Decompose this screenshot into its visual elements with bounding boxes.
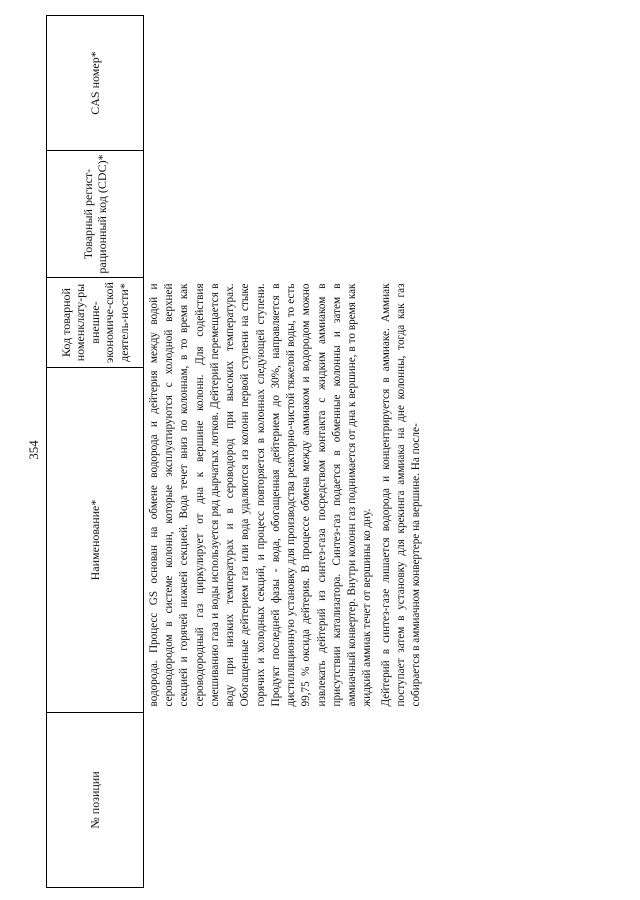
- header-tnved-code: Код товарной номенклату-ры внешне-экономиче-ской деятель-ности*: [47, 278, 144, 368]
- description-cell: [144, 278, 427, 713]
- header-name: Наименование*: [47, 368, 144, 713]
- table-body-row: [144, 16, 427, 888]
- header-position: № позиции: [47, 713, 144, 888]
- header-cas-number: CAS номер*: [47, 16, 144, 151]
- cdc-cell: [144, 151, 427, 278]
- table-header-row: [47, 16, 144, 888]
- header-cdc-code: Товарный регист-рационный код (CDC)*: [47, 151, 144, 278]
- description-paragraph: водорода. Процесс GS основан на обмене водорода и дейтерия между водой и сероводородом в системе колонн, которые эксплуатируются с холодной верхней секцией и горячей нижней секцией. Вода течет вниз по колоннам, в то время как сероводородный газ циркулирует от дна к вершине колонн. Для содействия смешиванию газа и воды используется ряд дырчатых лотков. Дейтерий перемещается в воду при низких температурах и в сероводород при высоких температурах. Обогащенные дейтерием газ или вода удаляются из колонн первой ступени на стыке горячих и холодных секций, и процесс повторяется в колоннах следующей ступени. Продукт последней фазы - вода, обогащенная дейтерием до 30%, направляется в дистилляционную установку для производства реакторно-чистой тяжелой воды, то есть 99,75 % оксида дейтерия. В процессе обмена между аммиаком и водородом можно извлекать дейтерий из синтез-газа посредством контакта с жидким аммиаком в присутствии катализатора. Синтез-газ подается в обменные колонны и затем в аммиачный конвертер. Внутри колонн газ поднимается от дна к вершине, в то время как жидкий аммиак течет от вершины ко дну.: [148, 283, 374, 707]
- position-cell: [144, 713, 427, 888]
- description-paragraph: Дейтерий в синтез-газе лишается водорода и концентрируется в аммиаке. Аммиак поступает затем в установку для крекинга аммиака на дне колонны, тогда как газ собирается в аммиачном конвертере на вершине. На после-: [379, 283, 422, 707]
- page-number: 354: [26, 440, 41, 460]
- specification-table: [46, 15, 426, 888]
- cas-cell: [144, 16, 427, 151]
